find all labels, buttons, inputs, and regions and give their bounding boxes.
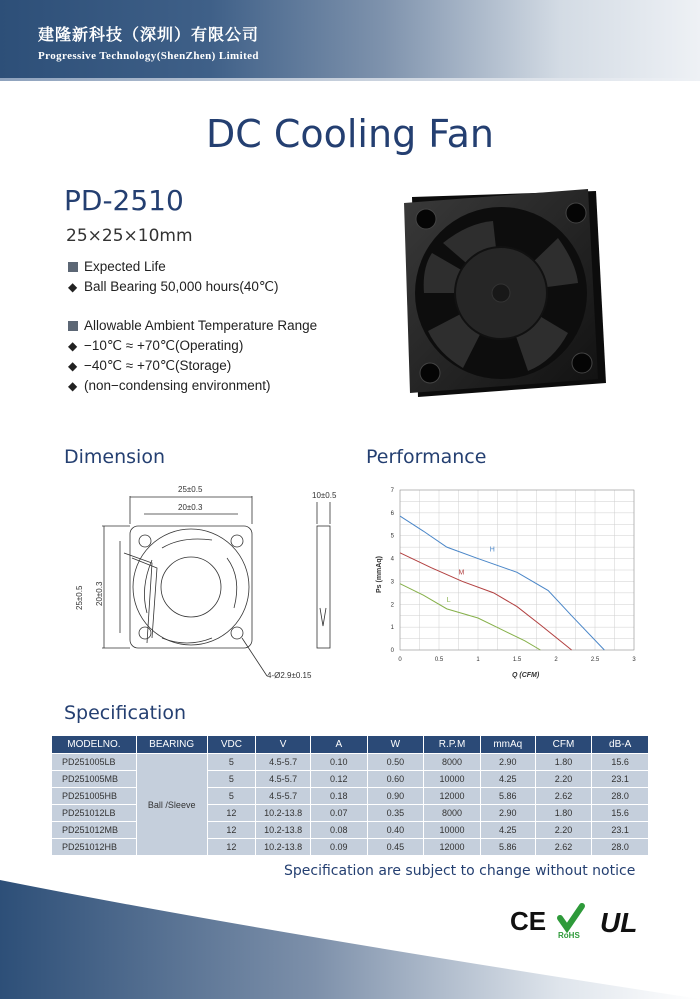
specification-title: Specification xyxy=(64,702,186,724)
chart-grid xyxy=(400,490,634,650)
square-bullet-icon xyxy=(68,321,78,331)
dimension-title: Dimension xyxy=(64,446,165,468)
fan-photo xyxy=(398,183,610,405)
table-header-cell: A xyxy=(310,736,367,754)
table-row: PD251012LB 12 10.2-13.8 0.07 0.35 8000 2.90 1.80 15.6 xyxy=(52,805,649,822)
diamond-bullet-icon: ◆ xyxy=(68,359,78,373)
table-header-cell: MODELNO. xyxy=(52,736,137,754)
x-tick-label: 2 xyxy=(554,657,558,663)
chart-x-label: Q (CFM) xyxy=(512,672,540,679)
dim-depth-label: 10±0.5 xyxy=(312,491,337,500)
table-header-cell: dB-A xyxy=(592,736,649,754)
y-tick-label: 4 xyxy=(390,556,394,563)
series-line-M xyxy=(400,553,572,650)
series-label-H: H xyxy=(489,546,495,554)
y-tick-label: 2 xyxy=(390,602,394,609)
feature-line: Allowable Ambient Temperature Range xyxy=(68,317,317,335)
table-row: PD251012HB 12 10.2-13.8 0.09 0.45 12000 5.86 2.62 28.0 xyxy=(52,839,649,856)
x-tick-label: 1.5 xyxy=(512,657,522,663)
ul-mark-icon: UL xyxy=(600,907,638,938)
chart-y-ticks xyxy=(391,488,395,654)
chart-x-ticks xyxy=(398,657,636,663)
chart-y-label: Ps (mmAq) xyxy=(376,556,383,593)
y-tick-label: 6 xyxy=(390,510,394,517)
table-header-cell: R.P.M xyxy=(424,736,481,754)
table-row: PD251005LB Ball /Sleeve 5 4.5-5.7 0.10 0.50 8000 2.90 1.80 15.6 xyxy=(52,754,649,771)
feature-line: ◆ −40℃ ≈ +70℃(Storage) xyxy=(68,358,232,373)
x-tick-label: 1 xyxy=(476,657,480,663)
company-name-en: Progressive Technology(ShenZhen) Limited xyxy=(38,50,259,62)
table-header-row xyxy=(52,736,649,754)
feature-line: ◆ Ball Bearing 50,000 hours(40℃) xyxy=(68,279,279,294)
header-banner xyxy=(0,0,700,78)
table-row: PD251005MB 5 4.5-5.7 0.12 0.60 10000 4.25 2.20 23.1 xyxy=(52,771,649,788)
rohs-label: RoHS xyxy=(558,931,580,940)
table-header-cell: VDC xyxy=(207,736,256,754)
performance-title: Performance xyxy=(366,446,487,468)
chart-series xyxy=(400,516,604,650)
company-name-cn: 建隆新科技（深圳）有限公司 xyxy=(38,25,260,44)
square-bullet-icon xyxy=(68,262,78,272)
x-tick-label: 2.5 xyxy=(590,657,600,663)
table-header-cell: BEARING xyxy=(136,736,207,754)
dim-hole-label: 4-Ø2.9±0.15 xyxy=(267,671,312,680)
feature-line: Expected Life xyxy=(68,258,166,276)
x-tick-label: 0 xyxy=(398,657,402,663)
page-title: DC Cooling Fan xyxy=(205,112,495,156)
table-header-cell: V xyxy=(256,736,311,754)
spec-notice: Specification are subject to change without notice xyxy=(284,863,636,879)
y-tick-label: 3 xyxy=(390,579,394,586)
y-tick-label: 7 xyxy=(390,488,394,494)
diamond-bullet-icon: ◆ xyxy=(68,280,78,294)
table-row: PD251012MB 12 10.2-13.8 0.08 0.40 10000 4.25 2.20 23.1 xyxy=(52,822,649,839)
dim-height-label: 25±0.5 xyxy=(75,585,84,610)
table-header-cell: W xyxy=(367,736,424,754)
rohs-check-icon xyxy=(560,906,582,928)
model-number: PD-2510 xyxy=(64,184,184,217)
x-tick-label: 3 xyxy=(632,657,636,663)
ce-mark-icon: CE xyxy=(510,906,547,936)
table-header-cell: CFM xyxy=(535,736,592,754)
performance-chart xyxy=(362,478,652,688)
header-divider xyxy=(0,78,700,81)
fan-size: 25×25×10mm xyxy=(66,226,193,246)
y-tick-label: 1 xyxy=(390,625,394,632)
feature-line: ◆ (non−condensing environment) xyxy=(68,378,271,393)
dim-width-label: 25±0.5 xyxy=(178,485,203,494)
series-label-M: M xyxy=(458,569,465,577)
diamond-bullet-icon: ◆ xyxy=(68,379,78,393)
dimension-drawing xyxy=(62,478,362,688)
dim-hole-height-label: 20±0.3 xyxy=(95,581,104,606)
series-line-L xyxy=(400,584,540,650)
diamond-bullet-icon: ◆ xyxy=(68,339,78,353)
dim-hole-width-label: 20±0.3 xyxy=(178,503,203,512)
x-tick-label: 0.5 xyxy=(434,657,444,663)
table-row: PD251005HB 5 4.5-5.7 0.18 0.90 12000 5.86 2.62 28.0 xyxy=(52,788,649,805)
certification-logos xyxy=(510,900,650,940)
y-tick-label: 0 xyxy=(390,648,394,654)
spec-table xyxy=(51,735,649,856)
y-tick-label: 5 xyxy=(390,533,394,540)
feature-line: ◆ −10℃ ≈ +70℃(Operating) xyxy=(68,338,244,353)
table-header-cell: mmAq xyxy=(480,736,535,754)
series-label-L: L xyxy=(446,597,451,604)
bearing-cell: Ball /Sleeve xyxy=(136,754,207,856)
